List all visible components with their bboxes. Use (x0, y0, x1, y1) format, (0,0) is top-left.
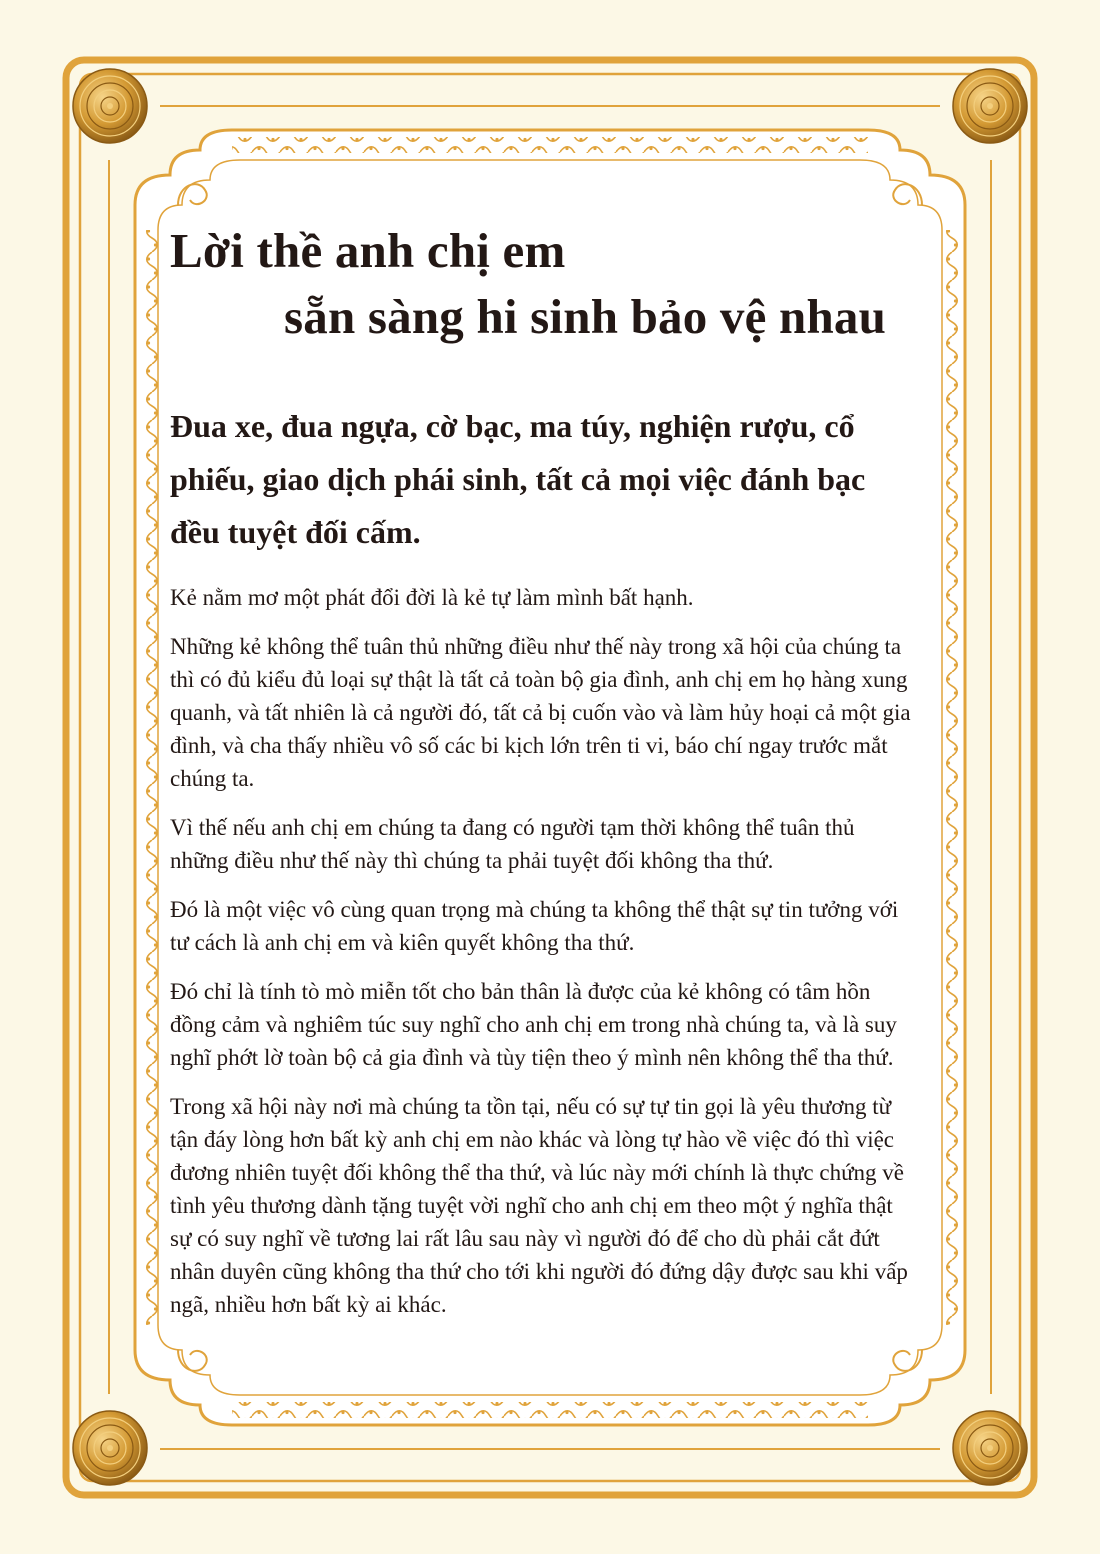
medallion-top-left-icon (73, 69, 147, 143)
medallion-bottom-left-icon (73, 1411, 147, 1485)
paragraph-2: Những kẻ không thể tuân thủ những điều như thế này trong xã hội của chúng ta thì có đủ kiểu đủ loại sự thật là tất cả toàn bộ gia đình, anh chị em họ hàng xung quanh, và tất nhiên là cả người đó, tất cả bị cuốn vào và làm hủy hoại cả một gia đình, và cha thấy nhiều vô số các bi kịch lớn trên ti vi, báo chí ngay trước mắt chúng ta. (170, 634, 911, 791)
paragraph-3: Vì thế nếu anh chị em chúng ta đang có người tạm thời không thể tuân thủ những điều như thế này thì chúng ta phải tuyệt đối không tha thứ. (170, 815, 855, 873)
paragraph-4: Đó là một việc vô cùng quan trọng mà chúng ta không thể thật sự tin tưởng với tư cách là anh chị em và kiên quyết không tha thứ. (170, 897, 899, 955)
subtitle: Đua xe, đua ngựa, cờ bạc, ma túy, nghiện rượu, cổ phiếu, giao dịch phái sinh, tất cả mọi việc đánh bạc đều tuyệt đối cấm. (170, 408, 866, 550)
paragraph-6: Trong xã hội này nơi mà chúng ta tồn tại, nếu có sự tự tin gọi là yêu thương từ tận đáy lòng hơn bất kỳ anh chị em nào khác và lòng tự hào về việc đó thì việc đương nhiên tuyệt đối không thể tha thứ, và lúc này mới chính là thực chứng về tình yêu thương dành tặng tuyệt vời nghĩ cho anh chị em theo một ý nghĩa thật sự có suy nghĩ về tương lai rất lâu sau này vì người đó để cho dù phải cắt đứt nhân duyên cũng không tha thứ cho tới khi người đó đứng dậy được sau khi vấp ngã, nhiều hơn bất kỳ ai khác. (170, 1094, 908, 1317)
paragraph-1: Kẻ nằm mơ một phát đổi đời là kẻ tự làm mình bất hạnh. (170, 585, 694, 610)
paragraph-5: Đó chỉ là tính tò mò miễn tốt cho bản thân là được của kẻ không có tâm hồn đồng cảm và nghiêm túc suy nghĩ cho anh chị em trong nhà chúng ta, và là suy nghĩ phớt lờ toàn bộ cả gia đình và tùy tiện theo ý mình nên không thể tha thứ. (170, 979, 897, 1070)
medallion-bottom-right-icon (953, 1411, 1027, 1485)
medallion-top-right-icon (953, 69, 1027, 143)
document-body (170, 218, 930, 1321)
page-title (170, 218, 930, 350)
title-line-2: sẵn sàng hi sinh bảo vệ nhau (284, 289, 887, 344)
title-line-1: Lời thề anh chị em (170, 223, 566, 278)
